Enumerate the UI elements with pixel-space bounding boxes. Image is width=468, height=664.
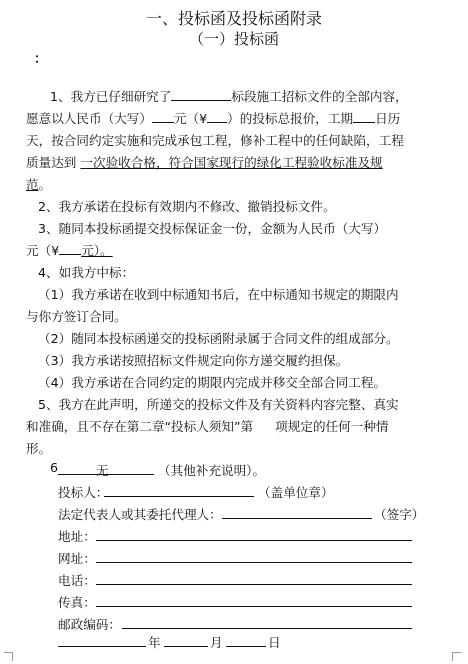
clause-1-text: 愿意以人民币（大写） bbox=[26, 111, 152, 126]
clause-1-line-5 bbox=[26, 174, 51, 193]
clause-4-title: 4、如我方中标： bbox=[38, 265, 135, 280]
phone-label: 电话： bbox=[58, 573, 96, 588]
clause-1-text: 标段施工招标文件的全部内容， bbox=[231, 89, 408, 104]
clause-1-text: 质量达到 bbox=[26, 155, 77, 170]
clause-4-item-1-line-2: 与你方签订合同。 bbox=[26, 309, 127, 324]
day-label: 日 bbox=[268, 635, 281, 650]
document-subtitle: （一）投标函 bbox=[188, 30, 279, 48]
clause-1-text: 日历 bbox=[375, 111, 401, 126]
clause-4-item-1-line-1: （1）我方承诺在收到中标通知书后，在中标通知书规定的期限内 bbox=[38, 287, 399, 302]
representative-field[interactable] bbox=[222, 518, 372, 519]
fax-field[interactable] bbox=[96, 606, 412, 607]
year-label: 年 bbox=[148, 635, 161, 650]
clause-3-line-2 bbox=[26, 240, 113, 259]
phone-field[interactable] bbox=[96, 584, 412, 585]
clause-5-line-2 bbox=[26, 416, 389, 435]
clause-5-text: 项规定的任何一种情 bbox=[275, 419, 389, 434]
quality-standard-text: 范 bbox=[26, 177, 39, 192]
month-field[interactable] bbox=[164, 646, 208, 647]
clause-1-line-2 bbox=[26, 108, 400, 127]
page-corner-mark bbox=[4, 652, 13, 661]
clause-4-item-3: （3）我方承诺按照招标文件规定向你方递交履约担保。 bbox=[38, 353, 349, 368]
deposit-figures-blank bbox=[59, 240, 81, 255]
clause-5-line-3: 形。 bbox=[26, 441, 52, 456]
representative-sign-note: （签字） bbox=[374, 507, 425, 522]
postcode-field[interactable] bbox=[122, 628, 412, 629]
clause-1-text: 元（¥ bbox=[173, 111, 208, 126]
fax-label: 传真： bbox=[58, 595, 96, 610]
clause-6-value: 无 bbox=[96, 463, 109, 478]
price-figures-blank bbox=[207, 108, 227, 123]
document-title: 一、投标函及投标函附录 bbox=[145, 9, 322, 28]
clause-5-text: 和准确，且不存在第二章“投标人须知”第 bbox=[26, 419, 254, 434]
clause-1-line-4 bbox=[26, 152, 383, 171]
clause-2: 2、我方承诺在投标有效期内不修改、撤销投标文件。 bbox=[38, 199, 336, 214]
address-label: 地址： bbox=[58, 529, 96, 544]
clause-3-line-1: 3、随同本投标函提交投标保证金一份，金额为人民币（大写） bbox=[38, 221, 387, 236]
clause-5-line-1: 5、我方在此声明，所递交的投标文件及有关资料内容完整、真实 bbox=[38, 397, 399, 412]
clause-1-line-1 bbox=[50, 86, 408, 105]
clause-3-text: 元）。 bbox=[81, 243, 113, 258]
clause-6-number: 6 bbox=[50, 460, 59, 475]
website-field[interactable] bbox=[96, 562, 412, 563]
month-label: 月 bbox=[210, 635, 223, 650]
clause-6-note: （其他补充说明）。 bbox=[158, 463, 266, 478]
addressee-colon: ： bbox=[34, 52, 48, 67]
page-corner-mark bbox=[452, 652, 461, 661]
day-field[interactable] bbox=[226, 646, 266, 647]
price-words-blank bbox=[152, 108, 174, 123]
duration-blank bbox=[353, 108, 375, 123]
clause-1-text: 1、我方已仔细研究了 bbox=[50, 89, 172, 104]
bid-section-blank bbox=[171, 86, 231, 101]
representative-label: 法定代表人或其委托代理人： bbox=[58, 507, 222, 522]
bidder-field[interactable] bbox=[104, 496, 254, 497]
bidder-label: 投标人： bbox=[58, 485, 109, 500]
clause-4-item-2: （2）随同本投标函递交的投标函附录属于合同文件的组成部分。 bbox=[38, 331, 399, 346]
clause-1-text: ）的投标总报价，工期 bbox=[227, 111, 354, 126]
postcode-label: 邮政编码： bbox=[58, 617, 121, 632]
clause-1-line-3: 天，按合同约定实施和完成承包工程，修补工程中的任何缺陷，工程 bbox=[26, 133, 404, 148]
quality-standard-text: 一次验收合格，符合国家现行的绿化工程验收标准及规 bbox=[80, 155, 383, 170]
website-label: 网址： bbox=[58, 551, 96, 566]
year-field[interactable] bbox=[58, 646, 146, 647]
bidder-seal-note: （盖单位章） bbox=[258, 485, 334, 500]
clause-1-text: 。 bbox=[38, 177, 52, 192]
clause-3-text: 元（¥ bbox=[26, 243, 60, 258]
clause-4-item-4: （4）我方承诺在合同约定的期限内完成并移交全部合同工程。 bbox=[38, 375, 387, 390]
address-field[interactable] bbox=[96, 540, 412, 541]
